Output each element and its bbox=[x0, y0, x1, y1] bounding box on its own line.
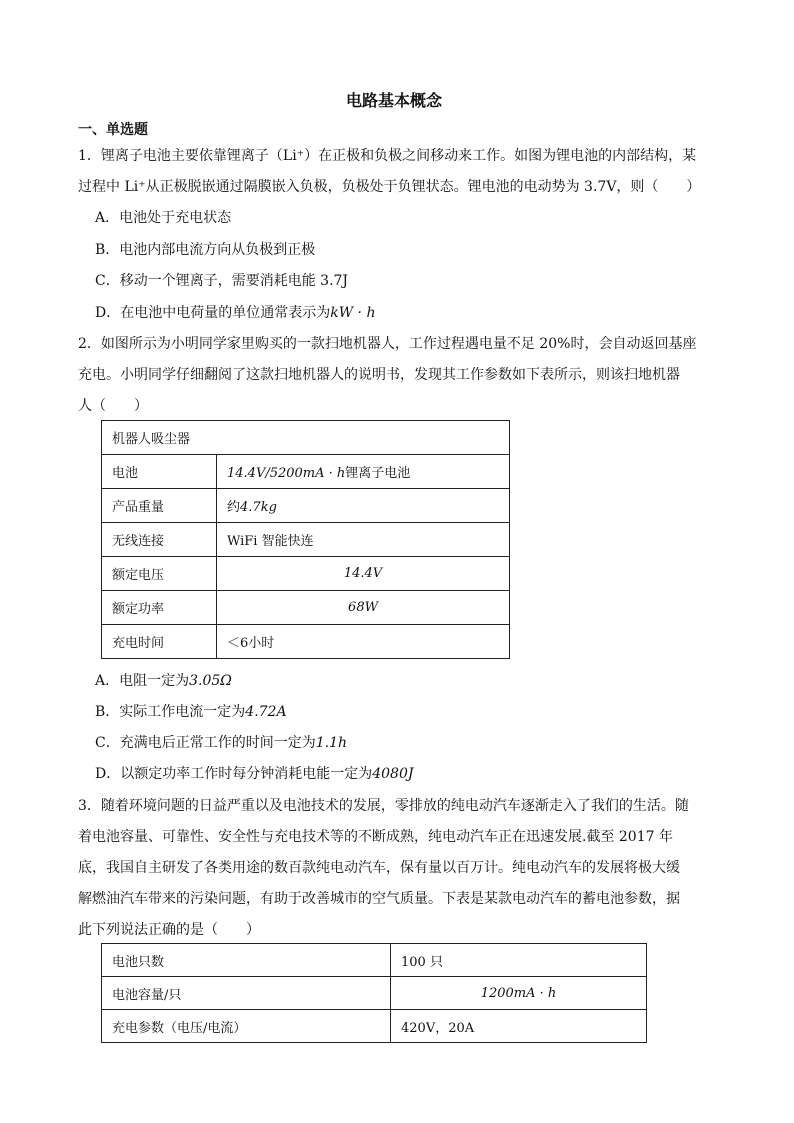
option-text: B．实际工作电流一定为 bbox=[95, 704, 246, 720]
q2-spec-table bbox=[101, 420, 510, 659]
table-cell-label: 电池容量/只 bbox=[102, 977, 391, 1010]
table-cell-label: 无线连接 bbox=[102, 523, 217, 557]
q1-option-d-text: D．在电池中电荷量的单位通常表示为 bbox=[95, 305, 331, 321]
q2-stem-line: 人（ ） bbox=[78, 398, 148, 414]
q1-option-d bbox=[95, 302, 375, 322]
option-math: 4080J bbox=[372, 766, 414, 782]
table-cell-label: 电池只数 bbox=[102, 944, 391, 977]
option-text: D．以额定功率工作时每分钟消耗电能一定为 bbox=[95, 766, 373, 782]
q1-option-c: C．移动一个锂离子，需要消耗电能 3.7J bbox=[95, 273, 349, 289]
table-cell-label: 产品重量 bbox=[102, 489, 217, 523]
table-cell-label: 充电参数（电压/电流） bbox=[102, 1010, 391, 1043]
q3-stem-line: 底，我国自主研发了各类用途的数百款纯电动汽车，保有量以百万计。纯电动汽车的发展将极大缓 bbox=[78, 860, 680, 876]
option-text: A．电阻一定为 bbox=[95, 673, 190, 689]
table-cell-value: 68W bbox=[217, 591, 510, 625]
option-text: C．充满电后正常工作的时间一定为 bbox=[95, 735, 316, 751]
q1-stem-line: 1．锂离子电池主要依靠锂离子（Li⁺）在正极和负极之间移动来工作。如图为锂电池的内部结构，某 bbox=[78, 148, 697, 164]
table-cell-value bbox=[217, 455, 510, 489]
q3-stem-line: 着电池容量、可靠性、安全性与充电技术等的不断成熟，纯电动汽车正在迅速发展.截至 2017 年 bbox=[78, 829, 673, 845]
q1-stem-line: 过程中 Li⁺从正极脱嵌通过隔膜嵌入负极，负极处于负锂状态。锂电池的电动势为 3.7V，则（ ） bbox=[78, 179, 701, 195]
table-cell-value: 1200mA · h bbox=[391, 977, 647, 1010]
table-cell-label: 电池 bbox=[102, 455, 217, 489]
table-cell-value bbox=[217, 489, 510, 523]
q2-option-b bbox=[95, 701, 287, 721]
q2-option-c bbox=[95, 732, 347, 752]
q3-stem-line: 解燃油汽车带来的污染问题，有助于改善城市的空气质量。下表是某款电动汽车的蓄电池参数，据 bbox=[78, 891, 680, 907]
text-value: 锂离子电池 bbox=[345, 466, 411, 481]
q2-option-a bbox=[95, 670, 232, 690]
q3-stem-line: 3．随着环境问题的日益严重以及电池技术的发展，零排放的纯电动汽车逐渐走入了我们的生活。随 bbox=[78, 798, 689, 814]
q1-option-d-unit: kW · h bbox=[330, 305, 376, 321]
q1-option-b: B．电池内部电流方向从负极到正极 bbox=[95, 242, 316, 258]
option-math: 1.1h bbox=[315, 735, 347, 751]
page-title: 电路基本概念 bbox=[346, 91, 443, 110]
table-cell-value: WiFi 智能快连 bbox=[217, 523, 510, 557]
q2-stem-line: 2．如图所示为小明同学家里购买的一款扫地机器人，工作过程遇电量不足 20%时，会自动返回基座 bbox=[78, 336, 697, 352]
table-cell-value: ＜6小时 bbox=[217, 625, 510, 659]
table-cell-label: 额定电压 bbox=[102, 557, 217, 591]
q3-stem-line: 此下列说法正确的是（ ） bbox=[78, 922, 260, 938]
table-header: 机器人吸尘器 bbox=[102, 421, 510, 455]
option-math: 3.05Ω bbox=[189, 673, 232, 689]
table-cell-label: 充电时间 bbox=[102, 625, 217, 659]
math-value: 4.7kg bbox=[240, 500, 277, 515]
q2-stem-line: 充电。小明同学仔细翻阅了这款扫地机器人的说明书，发现其工作参数如下表所示，则该扫地机器 bbox=[78, 367, 680, 383]
q2-option-d bbox=[95, 763, 413, 783]
q3-battery-table bbox=[101, 943, 647, 1043]
table-cell-value: 100 只 bbox=[391, 944, 647, 977]
table-cell-value: 420V，20A bbox=[391, 1010, 647, 1043]
text-value: 约 bbox=[227, 500, 241, 515]
section-heading: 一、单选题 bbox=[78, 122, 148, 138]
table-cell-label: 额定功率 bbox=[102, 591, 217, 625]
option-math: 4.72A bbox=[245, 704, 287, 720]
math-value: 14.4V/5200mA · h bbox=[227, 466, 346, 481]
q1-option-a: A．电池处于充电状态 bbox=[95, 210, 232, 226]
table-cell-value: 14.4V bbox=[217, 557, 510, 591]
